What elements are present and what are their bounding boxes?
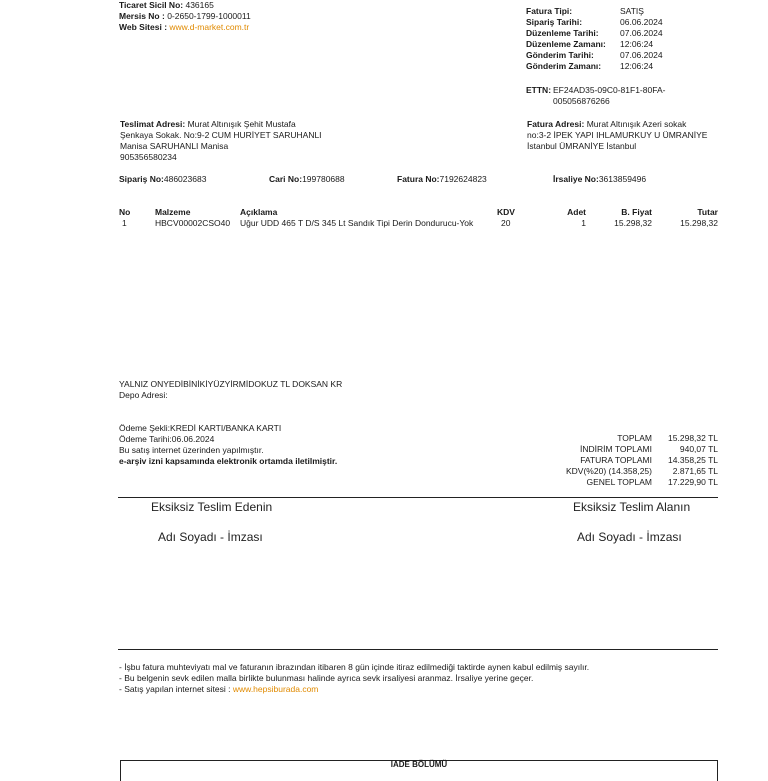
mersis-label: Mersis No : [119,11,165,21]
totals-row [540,455,718,466]
meta-label: Fatura Tipi: [526,6,573,16]
return-section [120,760,718,781]
delivery-phone: 905356580234 [120,152,177,162]
delivered-by-title: Eksiksiz Teslim Edenin [151,500,273,514]
note-waybill: - Bu belgenin sevk edilen malla birlikte bulunması halinde ayrıca sevk irsaliyesi aranmaz. İrsaliye yerine geçer. [119,673,534,683]
mersis-no [119,11,251,22]
fatura-no [397,174,487,185]
col-header-no: No [119,207,131,217]
meta-label: Düzenleme Zamanı: [526,39,606,49]
totals-label: GENEL TOPLAM [586,477,652,487]
meta-row [526,28,663,39]
totals-value: 15.298,32 TL [668,433,718,443]
ettn-line-1: EF24AD35-09C0-81F1-80FA- [553,85,666,95]
meta-label: Gönderim Tarihi: [526,50,594,60]
meta-label: Sipariş Tarihi: [526,17,583,27]
col-header-kdv: KDV [497,207,515,217]
totals-label: TOPLAM [617,433,652,443]
cari-no-label: Cari No: [269,174,303,184]
meta-row [526,61,663,72]
ettn-label: ETTN: [526,85,552,95]
received-by-title: Eksiksiz Teslim Alanın [573,500,691,514]
row-no: 1 [122,218,127,228]
earsiv-note: e-arşiv izni kapsamında elektronik ortamda iletilmiştir. [119,456,338,466]
meta-row [526,17,663,28]
siparis-no-value: 486023683 [163,174,207,184]
meta-label: Düzenleme Tarihi: [526,28,599,38]
meta-value: 07.06.2024 [620,50,663,60]
internet-sale-note: Bu satış internet üzerinden yapılmıştır. [119,445,264,455]
irsaliye-no-value: 3613859496 [598,174,647,184]
totals-row [540,444,718,455]
meta-row [526,39,663,50]
totals-label: İNDİRİM TOPLAMI [580,444,652,454]
invoice-meta [526,6,663,72]
note-website-prefix: - Satış yapılan internet sitesi : [119,684,231,694]
billing-name: Murat Altınışık Azeri sokak [586,119,687,129]
totals-row [540,433,718,444]
note-website [119,684,318,695]
col-header-bfiyat: B. Fiyat [621,207,652,217]
meta-value: 12:06:24 [620,61,654,71]
divider [118,649,718,650]
totals-label: FATURA TOPLAMI [580,455,652,465]
web-link[interactable]: www.d-market.com.tr [169,22,250,32]
totals-value: 17.229,90 TL [668,477,718,487]
cari-no [269,174,345,185]
totals-row [540,466,718,477]
delivery-name: Murat Altınışık Şehit Mustafa [187,119,296,129]
totals-value: 940,07 TL [679,444,718,454]
hepsiburada-link[interactable]: www.hepsiburada.com [232,684,319,694]
billing-address-line-3: İstanbul ÜMRANİYE İstanbul [527,141,637,151]
note-objection: - İşbu fatura muhteviyatı mal ve faturanın ibrazından itibaren 8 gün içinde itiraz edilmediği taktirde aynen kabul edilmiş sayılır. [119,662,590,672]
row-malzeme: HBCV00002CSO40 [155,218,231,228]
delivered-by-signature: Adı Soyadı - İmzası [158,530,263,544]
ettn-line-2: 005056876266 [553,96,610,106]
payment-date: Ödeme Tarihi:06.06.2024 [119,434,215,444]
totals-row [540,477,718,488]
billing-address-line-2: no:3-2 İPEK YAPI IHLAMURKUY U ÜMRANİYE [527,130,708,140]
meta-value: SATIŞ [620,6,644,16]
meta-value: 06.06.2024 [620,17,663,27]
totals-value: 2.871,65 TL [672,466,718,476]
row-tutar: 15.298,32 [680,218,718,228]
return-section-title: İADE BÖLÜMÜ [390,760,448,769]
meta-value: 12:06:24 [620,39,654,49]
ticaret-sicil-value: 436165 [185,0,214,10]
total-in-words: YALNIZ ONYEDİBİNİKİYÜZYİRMİDOKUZ TL DOKSAN KR [119,379,343,389]
col-header-aciklama: Açıklama [240,207,278,217]
divider [118,497,718,498]
depo-address: Depo Adresi: [119,390,168,400]
mersis-value: 0-2650-1799-1000011 [167,11,251,21]
row-kdv: 20 [501,218,511,228]
meta-row [526,6,663,17]
col-header-tutar: Tutar [697,207,718,217]
billing-address-line-1 [527,119,686,130]
meta-label: Gönderim Zamanı: [526,61,602,71]
delivery-address-line-3: Manisa SARUHANLI Manisa [120,141,229,151]
cari-no-value: 199780688 [302,174,345,184]
payment-method: Ödeme Şekli:KREDİ KARTI/BANKA KARTI [119,423,282,433]
siparis-no-label: Sipariş No: [119,174,164,184]
irsaliye-no [553,174,646,185]
billing-label: Fatura Adresi: [527,119,585,129]
ticaret-sicil [119,0,214,11]
row-adet: 1 [581,218,586,228]
totals-block [540,433,718,488]
irsaliye-no-label: İrsaliye No: [553,174,599,184]
fatura-no-label: Fatura No: [397,174,440,184]
web-label: Web Sitesi : [119,22,168,32]
delivery-label: Teslimat Adresi: [120,119,186,129]
row-aciklama: Uğur UDD 465 T D/S 345 Lt Sandık Tipi Derin Dondurucu-Yok [240,218,474,228]
received-by-signature: Adı Soyadı - İmzası [577,530,682,544]
web-sitesi [119,22,249,33]
row-bfiyat: 15.298,32 [614,218,652,228]
meta-row [526,50,663,61]
delivery-address-line-2: Şenkaya Sokak. No:9-2 CUM HURİYET SARUHANLI [120,130,322,140]
siparis-no [119,174,206,185]
ticaret-sicil-label: Ticaret Sicil No: [119,0,184,10]
col-header-adet: Adet [567,207,586,217]
meta-value: 07.06.2024 [620,28,663,38]
delivery-address-line-1 [120,119,296,130]
totals-label: KDV(%20) (14.358,25) [566,466,652,476]
totals-value: 14.358,25 TL [668,455,718,465]
fatura-no-value: 7192624823 [439,174,487,184]
col-header-malzeme: Malzeme [155,207,191,217]
